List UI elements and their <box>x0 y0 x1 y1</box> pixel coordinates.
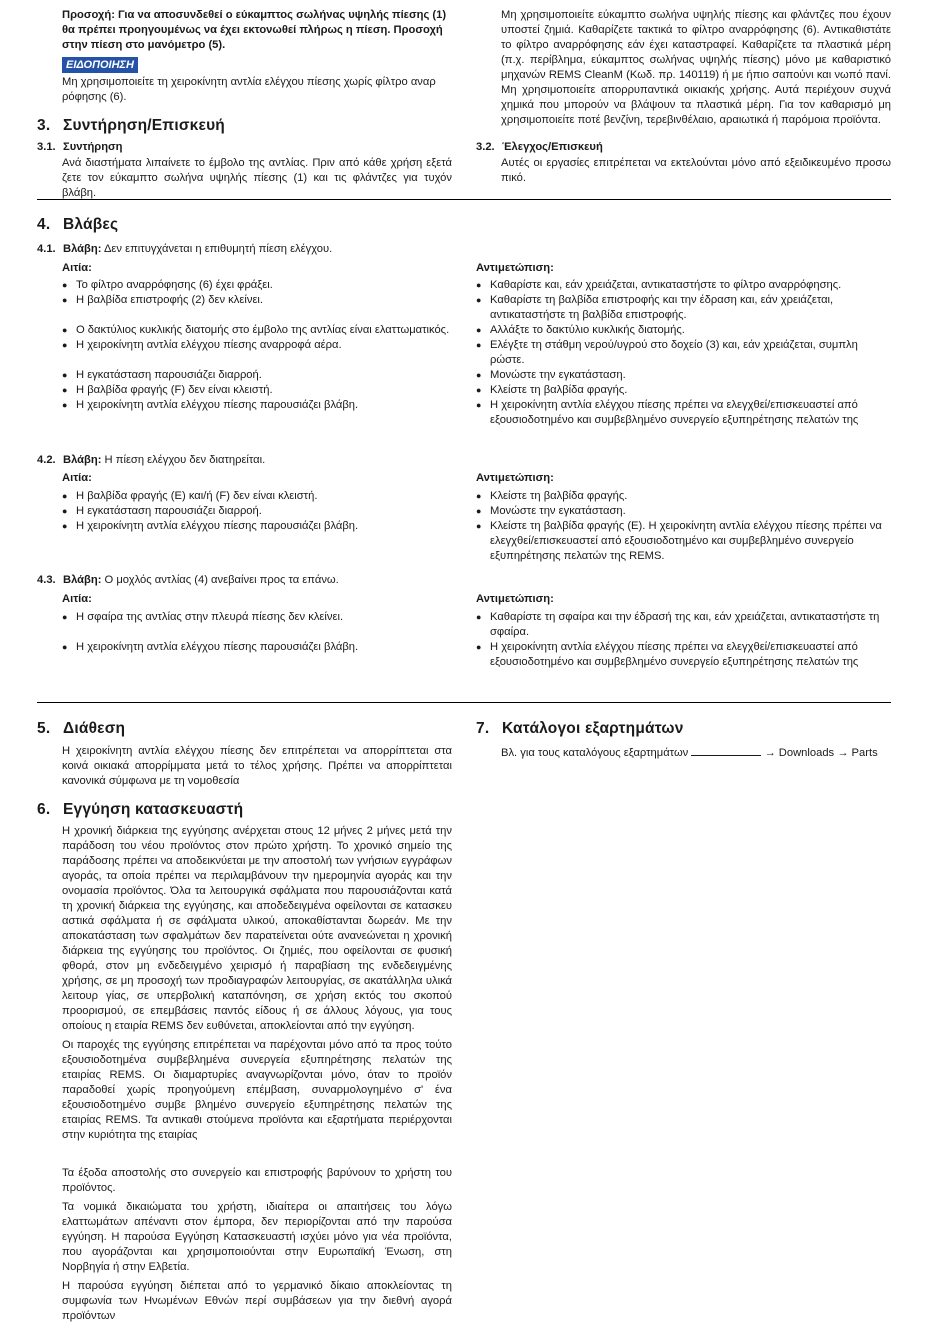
list-item: ● Η εγκατάσταση παρουσιάζει διαρροή. <box>62 368 467 383</box>
caution-block <box>62 8 452 105</box>
fault-4-3-causes <box>62 610 467 655</box>
warranty-paragraph: Τα νομικά δικαιώματα του χρήστη, ιδιαίτερα οι απαιτήσεις του λόγω ελαττωμάτων απέναντι στον έμπορα, δεν περιορίζονται από την παρούσα εγγύηση. Η παρούσα Εγγύηση Κατασκευαστή ισχύει μόνο για νέα προϊόντα, που αγοράζονται και χρησιμοποιούνται στην Ευρωπαϊκή Ένωση, στη Νορβηγία ή στην Ελβετία. <box>62 1201 452 1273</box>
warranty-paragraph: Η παρούσα εγγύηση διέπεται από το γερμανικό δίκαιο αποκλείοντας τη συμφωνία των Ηνωμένων Εθνών περί συμβάσεων για την διεθνή αγορά προϊόντων <box>62 1280 452 1322</box>
list-item: ● Κλείστε τη βαλβίδα φραγής. <box>476 489 891 504</box>
notice-text: Μη χρησιμοποιείτε τη χειροκίνητη αντλία ελέγχου πίεσης χωρίς φίλτρο αναρ ρόφησης (6). <box>62 76 436 103</box>
section-5-heading: 5. Διάθεση <box>37 720 126 737</box>
section-5-text: Η χειροκίνητη αντλία ελέγχου πίεσης δεν επιτρέπεται να απορρίπτεται στα κοινά οικιακά απορρίμματα μετά το τέλος χρήσης. Πρέπει να απορρίπτεται κανονικά σύμφωνα με τη νομοθεσία <box>62 745 452 787</box>
caution-text: Προσοχή: Για να αποσυνδεθεί ο εύκαμπτος σωλήνας υψηλής πίεσης (1) θα πρέπει προηγουμένως να έχει εκτονωθεί πλήρως η πίεση. Προσοχή στην πίεση στο μανόμετρο (5). <box>62 9 447 51</box>
parts-lists-text: Βλ. για τους καταλόγους εξαρτημάτων <box>501 747 689 759</box>
url-blank <box>691 744 761 756</box>
list-item: ● Η εγκατάσταση παρουσιάζει διαρροή. <box>62 504 467 519</box>
section-4-heading: 4. Βλάβες <box>37 216 119 233</box>
list-item: ● Ελέγξτε τη στάθμη νερού/υγρού στο δοχείο (3) και, εάν χρειάζεται, συμπλη ρώστε. <box>476 338 891 368</box>
downloads-path: → Downloads → Parts <box>764 747 878 759</box>
list-item: ● Η χειροκίνητη αντλία ελέγχου πίεσης πρέπει να ελεγχθεί/επισκευαστεί από εξουσιοδοτημένο και συμβεβλημένο συνεργείο εξυπηρέτησης πελατών της <box>476 640 891 670</box>
fault-4-1-remedies <box>476 278 891 428</box>
remedy-label: Αντιμετώπιση: <box>476 472 554 484</box>
section-6-body <box>62 824 452 1324</box>
list-item: ● Το φίλτρο αναρρόφησης (6) έχει φράξει. <box>62 278 467 293</box>
section-7-heading: 7. Κατάλογοι εξαρτημάτων <box>476 720 684 737</box>
section-3-1-heading: 3.1. Συντήρηση <box>37 141 123 153</box>
list-item: ● Καθαρίστε τη βαλβίδα επιστροφής και την έδραση και, εάν χρειάζεται, αντικαταστήστε τη βαλβίδα επιστροφής. <box>476 293 891 323</box>
section-3-1-text: Ανά διαστήματα λιπαίνετε το έμβολο της αντλίας. Πριν από κάθε χρήση εξετά ζετε τον εύκαμπτο σωλήνα υψηλής πίεσης (1) και τις φλάντζες για τυχόν βλάβη. <box>62 157 452 199</box>
fault-4-3-remedies <box>476 610 891 670</box>
list-item: ● Καθαρίστε και, εάν χρειάζεται, αντικαταστήστε το φίλτρο αναρρόφησης. <box>476 278 891 293</box>
list-item: ● Κλείστε τη βαλβίδα φραγής. <box>476 383 891 398</box>
fault-4-2-causes <box>62 489 467 534</box>
divider <box>37 199 891 200</box>
list-item: ● Ο δακτύλιος κυκλικής διατομής στο έμβολο της αντλίας είναι ελαττωματικός. <box>62 323 467 338</box>
section-3-2-heading: 3.2. Έλεγχος/Επισκευή <box>476 141 603 153</box>
cause-label: Αιτία: <box>62 472 92 484</box>
list-item: ● Η χειροκίνητη αντλία ελέγχου πίεσης πρέπει να ελεγχθεί/επισκευαστεί από εξουσιοδοτημένο και συμβεβλημένο συνεργείο εξυπηρέτησης πελατών της <box>476 398 891 428</box>
list-item: ● Μονώστε την εγκατάσταση. <box>476 504 891 519</box>
section-6-heading: 6. Εγγύηση κατασκευαστή <box>37 801 244 818</box>
fault-4-2: 4.2. Βλάβη: Η πίεση ελέγχου δεν διατηρείται. <box>37 454 266 466</box>
cause-label: Αιτία: <box>62 593 92 605</box>
list-item: ● Η χειροκίνητη αντλία ελέγχου πίεσης αναρροφά αέρα. <box>62 338 467 353</box>
list-item: ● Αλλάξτε το δακτύλιο κυκλικής διατομής. <box>476 323 891 338</box>
list-item: ● Η βαλβίδα φραγής (F) δεν είναι κλειστή. <box>62 383 467 398</box>
list-item: ● Η βαλβίδα φραγής (E) και/ή (F) δεν είναι κλειστή. <box>62 489 467 504</box>
fault-4-1: 4.1. Βλάβη: Δεν επιτυγχάνεται η επιθυμητή πίεση ελέγχου. <box>37 243 333 255</box>
section-7-text <box>501 744 891 761</box>
warranty-paragraph: Η χρονική διάρκεια της εγγύησης ανέρχεται στους 12 μήνες 2 μήνες μετά την παράδοση του νέου προϊόντος στον πρώτο χρήστη. Το χρονικό σημείο της παράδοσης πρέπει να αποδεικνύεται με την αποστολή των γνήσιων εγγράφων αγοράς, τα οποία πρέπει να περιλαμβάνουν την ημερομηνία αγοράς και την ονομασία προϊόντος. Όλα τα λειτουργικά σφάλματα που παρουσιάζονται κατά τη χρονική διάρκεια της εγγύησης, και αποδεδειγμένα οφείλονται σε κατασκευ αστικά σφάλματα ή σε σφάλματα υλικού, αποκαθίστανται δωρεάν. Με την αποκατάσταση των σφαλμάτων δεν παρατείνεται ούτε ανανεώνεται η χρονική διάρκεια της εγγύησης του προϊόντος. Οι ζημιές, που οφείλονται σε φυσική φθορά, στον μη ενδεδειγμένο χειρισμό ή παραβίαση της ενδεδειγμένης χρήσης, σε μη προσοχή των προδιαγραφών λειτουργίας, σε ακατάλληλα υλικά λειτουρ γίας, σε υπερβολική καταπόνηση, σε χρήση εκτός του σκοπού προορισμού, σε επεμβάσεις παντός είδους ή σε άλλους λόγους, για τους οποίους η εταιρία REMS δεν ευθύνεται, αποκλείονται από την εγγύηση. <box>62 825 452 1032</box>
fault-4-1-causes <box>62 278 467 413</box>
remedy-label: Αντιμετώπιση: <box>476 593 554 605</box>
list-item: ● Η σφαίρα της αντλίας στην πλευρά πίεσης δεν κλείνει. <box>62 610 467 625</box>
warranty-paragraph: Τα έξοδα αποστολής στο συνεργείο και επιστροφής βαρύνουν το χρήστη του προϊόντος. <box>62 1167 452 1194</box>
section-3-heading: 3. Συντήρηση/Επισκευή <box>37 117 225 134</box>
list-item: ● Η βαλβίδα επιστροφής (2) δεν κλείνει. <box>62 293 467 308</box>
fault-4-3: 4.3. Βλάβη: Ο μοχλός αντλίας (4) ανεβαίνει προς τα επάνω. <box>37 574 339 586</box>
list-item: ● Κλείστε τη βαλβίδα φραγής (E). Η χειροκίνητη αντλία ελέγχου πίεσης πρέπει να ελεγχθεί/επισκευαστεί από εξουσιοδοτημένο και συμβεβλημένο συνεργείο εξυπηρέτησης πελατών της REMS. <box>476 519 891 564</box>
fault-4-2-remedies <box>476 489 891 564</box>
cleaning-text: Μη χρησιμοποιείτε εύκαμπτο σωλήνα υψηλής πίεσης και φλάντζες που έχουν υποστεί ζημιά. Καθαρίζετε τακτικά το φίλτρο αναρρόφησης (6). Αντικαθιστάτε το φίλτρο αναρρόφησης εάν έχει καταστραφεί. Καθαρίζετε τα πλαστικά μέρη (π.χ. περίβλημα, εύκαμπτος σωλήνας υψηλής πίεσης) μόνο με καθαριστικό μηχανών REMS CleanM (Κωδ. πρ. 140119) ή με ήπιο σαπούνι και νωπό πανί. Μη χρησιμοποιείτε απορρυπαντικά οικιακής χρήσης. Αυτά περιέχουν συχνά χημικά που μπορούν να βλάψουν τα πλαστικά μέρη. Για τον καθαρισμό μη χρησιμοποιείτε ποτέ βενζίνη, τερεβινθέλαιο, αραιωτικά ή παρόμοια προϊόντα. <box>501 9 891 126</box>
divider <box>37 702 891 703</box>
remedy-label: Αντιμετώπιση: <box>476 262 554 274</box>
list-item: ● Η χειροκίνητη αντλία ελέγχου πίεσης παρουσιάζει βλάβη. <box>62 398 467 413</box>
list-item: ● Η χειροκίνητη αντλία ελέγχου πίεσης παρουσιάζει βλάβη. <box>62 519 467 534</box>
list-item: ● Η χειροκίνητη αντλία ελέγχου πίεσης παρουσιάζει βλάβη. <box>62 640 467 655</box>
notice-badge: ΕΙΔΟΠΟΙΗΣΗ <box>62 57 138 73</box>
list-item: ● Μονώστε την εγκατάσταση. <box>476 368 891 383</box>
cause-label: Αιτία: <box>62 262 92 274</box>
warranty-paragraph: Οι παροχές της εγγύησης επιτρέπεται να παρέχονται μόνο από τα προς τούτο εξουσιοδοτημένα συμβεβλημένα συνεργεία εξυπηρέτησης πελατών της εταιρίας REMS. Οι διαμαρτυρίες αναγνωρίζονται μόνο, όταν το προϊόν παραδοθεί χωρίς προηγούμενη επέμβαση, συναρμολογημένο σ' ένα εξουσιοδοτημένο συμβε βλημένο συνεργείο εξυπηρέτησης πελατών της εταιρίας REMS. Τα αντικαθι στούμενα προϊόντα και εξαρτήματα περιέρχονται στην κυριότητα της εταιρίας <box>62 1039 452 1141</box>
section-3-2-text: Αυτές οι εργασίες επιτρέπεται να εκτελούνται μόνο από εξειδικευμένο προσω πικό. <box>501 157 891 184</box>
list-item: ● Καθαρίστε τη σφαίρα και την έδρασή της και, εάν χρειάζεται, αντικαταστήστε τη σφαίρα. <box>476 610 891 640</box>
